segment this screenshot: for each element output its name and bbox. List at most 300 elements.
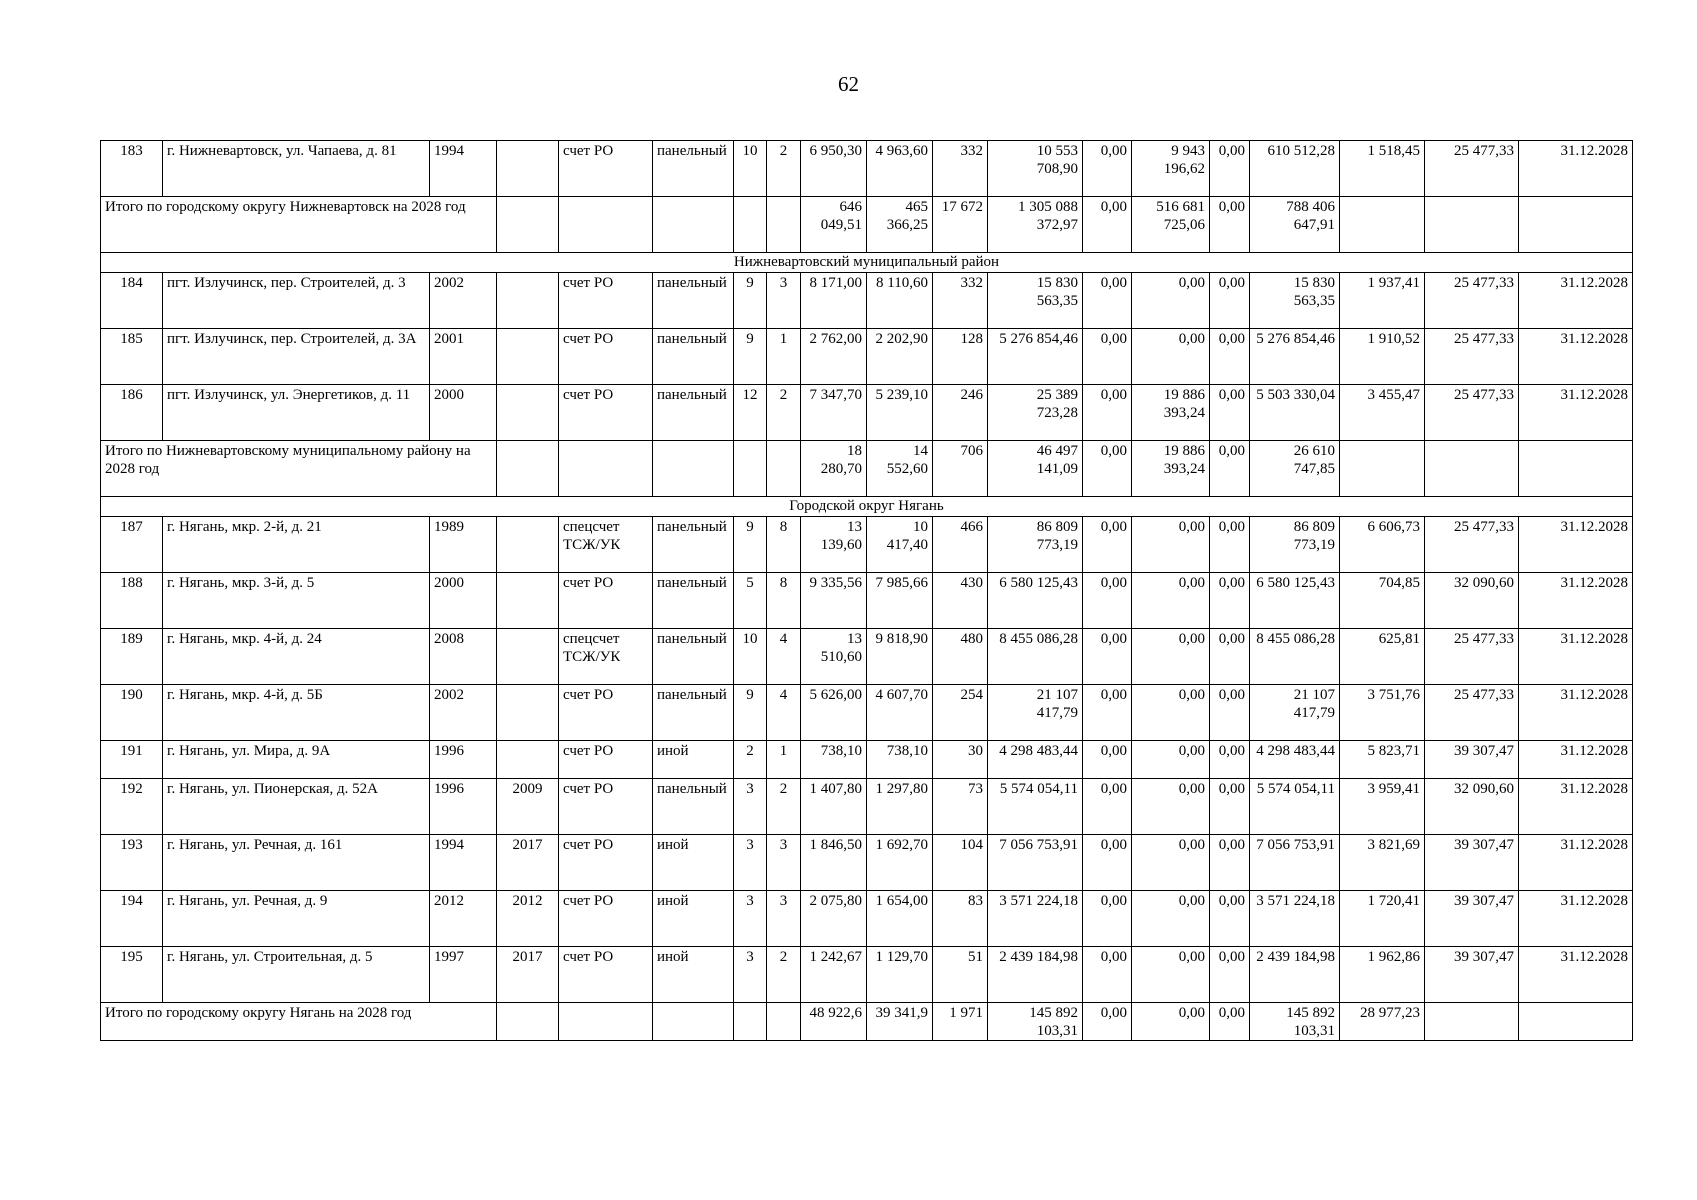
cell-address: пгт. Излучинск, ул. Энергетиков, д. 11	[163, 385, 430, 441]
cell-fund-owners: 4 298 483,44	[1250, 741, 1340, 779]
total-fund-owners: 788 406 647,91	[1250, 197, 1340, 253]
cell-limit-cost: 39 307,47	[1425, 947, 1519, 1003]
cell-entrances: 4	[767, 629, 801, 685]
total-cost-total: 1 305 088 372,97	[988, 197, 1083, 253]
cell-year-built: 2012	[430, 891, 497, 947]
cell-year-renovated	[497, 141, 559, 197]
cell-entrances: 8	[767, 517, 801, 573]
cell-fund-owners: 5 503 330,04	[1250, 385, 1340, 441]
cell-address: г. Нягань, мкр. 3-й, д. 5	[163, 573, 430, 629]
cell-floors: 3	[734, 779, 767, 835]
cell-area-residential: 1 654,00	[867, 891, 933, 947]
total-fund-okrug: 516 681 725,06	[1132, 197, 1210, 253]
total-area-residential: 14 552,60	[867, 441, 933, 497]
table-body	[101, 141, 1633, 1041]
cell-area-residential: 9 818,90	[867, 629, 933, 685]
cell-fund-municipal: 0,00	[1210, 573, 1250, 629]
cell-fund-federal: 0,00	[1083, 835, 1132, 891]
cell-wall-material: панельный	[653, 629, 734, 685]
cell-row-number: 193	[101, 835, 163, 891]
cell-fund-method: счет РО	[559, 741, 653, 779]
cell-cost-per-m2: 1 962,86	[1340, 947, 1425, 1003]
cell-fund-municipal: 0,00	[1210, 741, 1250, 779]
total-cost-total: 46 497 141,09	[988, 441, 1083, 497]
total-cost-per-m2	[1340, 197, 1425, 253]
table-row	[101, 835, 1633, 891]
cell-cost-total: 21 107 417,79	[988, 685, 1083, 741]
cell-limit-cost: 39 307,47	[1425, 741, 1519, 779]
total-residents: 17 672	[933, 197, 988, 253]
cell-fund-federal: 0,00	[1083, 741, 1132, 779]
cell-fund-federal: 0,00	[1083, 891, 1132, 947]
cell-limit-cost: 25 477,33	[1425, 141, 1519, 197]
cell-year-renovated	[497, 385, 559, 441]
cell-row-number: 192	[101, 779, 163, 835]
cell-cost-total: 10 553 708,90	[988, 141, 1083, 197]
cell-address: г. Нягань, мкр. 4-й, д. 5Б	[163, 685, 430, 741]
cell-row-number: 186	[101, 385, 163, 441]
total-fund-okrug: 0,00	[1132, 1003, 1210, 1041]
cell-floors: 3	[734, 891, 767, 947]
total-fund-federal: 0,00	[1083, 1003, 1132, 1041]
total-cost-per-m2: 28 977,23	[1340, 1003, 1425, 1041]
total-limit-cost	[1425, 1003, 1519, 1041]
cell-wall-material: панельный	[653, 779, 734, 835]
cell-year-renovated	[497, 629, 559, 685]
cell-fund-method	[559, 197, 653, 253]
cell-address: пгт. Излучинск, пер. Строителей, д. 3А	[163, 329, 430, 385]
cell-entrances: 2	[767, 385, 801, 441]
cell-cost-per-m2: 3 821,69	[1340, 835, 1425, 891]
cell-fund-municipal: 0,00	[1210, 947, 1250, 1003]
cell-floors: 12	[734, 385, 767, 441]
cell-row-number: 184	[101, 273, 163, 329]
cell-limit-cost: 25 477,33	[1425, 329, 1519, 385]
cell-year-built: 2000	[430, 385, 497, 441]
cell-address: г. Нижневартовск, ул. Чапаева, д. 81	[163, 141, 430, 197]
cell-year-renovated: 2017	[497, 947, 559, 1003]
cell-year-built: 2008	[430, 629, 497, 685]
cell-row-number: 190	[101, 685, 163, 741]
cell-cost-per-m2: 1 937,41	[1340, 273, 1425, 329]
cell-fund-municipal: 0,00	[1210, 779, 1250, 835]
cell-address: пгт. Излучинск, пер. Строителей, д. 3	[163, 273, 430, 329]
cell-area-residential: 4 963,60	[867, 141, 933, 197]
cell-limit-cost: 32 090,60	[1425, 779, 1519, 835]
cell-year-renovated	[497, 273, 559, 329]
cell-cost-total: 3 571 224,18	[988, 891, 1083, 947]
section-title: Городской округ Нягань	[101, 497, 1633, 517]
cell-fund-federal: 0,00	[1083, 779, 1132, 835]
cell-area-total: 738,10	[801, 741, 867, 779]
table-row	[101, 273, 1633, 329]
cell-fund-municipal: 0,00	[1210, 629, 1250, 685]
cell-wall-material: панельный	[653, 141, 734, 197]
cell-cost-total: 2 439 184,98	[988, 947, 1083, 1003]
total-deadline	[1519, 197, 1633, 253]
cell-fund-okrug: 0,00	[1132, 573, 1210, 629]
cell-area-residential: 5 239,10	[867, 385, 933, 441]
cell-fund-okrug: 0,00	[1132, 517, 1210, 573]
cell-area-total: 13 510,60	[801, 629, 867, 685]
cell-residents: 73	[933, 779, 988, 835]
cell-year-built: 2000	[430, 573, 497, 629]
cell-fund-federal: 0,00	[1083, 273, 1132, 329]
cell-fund-municipal: 0,00	[1210, 835, 1250, 891]
section-title: Нижневартовский муниципальный район	[101, 253, 1633, 273]
cell-floors: 3	[734, 835, 767, 891]
cell-floors	[734, 197, 767, 253]
cell-fund-federal: 0,00	[1083, 141, 1132, 197]
cell-fund-federal: 0,00	[1083, 329, 1132, 385]
cell-cost-total: 5 276 854,46	[988, 329, 1083, 385]
total-limit-cost	[1425, 441, 1519, 497]
cell-fund-okrug: 0,00	[1132, 685, 1210, 741]
total-area-residential: 465 366,25	[867, 197, 933, 253]
cell-area-residential: 1 129,70	[867, 947, 933, 1003]
cell-entrances	[767, 197, 801, 253]
cell-wall-material: иной	[653, 835, 734, 891]
cell-fund-municipal: 0,00	[1210, 385, 1250, 441]
cell-year-renovated	[497, 197, 559, 253]
cell-fund-federal: 0,00	[1083, 947, 1132, 1003]
section-header	[101, 497, 1633, 517]
cell-fund-municipal: 0,00	[1210, 141, 1250, 197]
cell-deadline: 31.12.2028	[1519, 741, 1633, 779]
cell-fund-municipal: 0,00	[1210, 517, 1250, 573]
cell-entrances: 3	[767, 273, 801, 329]
cell-fund-method: счет РО	[559, 947, 653, 1003]
cell-cost-per-m2: 625,81	[1340, 629, 1425, 685]
total-fund-municipal: 0,00	[1210, 197, 1250, 253]
cell-fund-owners: 5 574 054,11	[1250, 779, 1340, 835]
total-label: Итого по Нижневартовскому муниципальному району на 2028 год	[101, 441, 497, 497]
total-area-residential: 39 341,9	[867, 1003, 933, 1041]
cell-area-residential: 738,10	[867, 741, 933, 779]
cell-fund-municipal: 0,00	[1210, 685, 1250, 741]
cell-residents: 332	[933, 273, 988, 329]
cell-year-built: 1996	[430, 741, 497, 779]
cell-deadline: 31.12.2028	[1519, 385, 1633, 441]
cell-limit-cost: 39 307,47	[1425, 891, 1519, 947]
cell-wall-material: панельный	[653, 573, 734, 629]
cell-year-built: 1997	[430, 947, 497, 1003]
cell-fund-method: счет РО	[559, 385, 653, 441]
cell-cost-total: 15 830 563,35	[988, 273, 1083, 329]
table-row	[101, 629, 1633, 685]
cell-deadline: 31.12.2028	[1519, 573, 1633, 629]
cell-floors: 9	[734, 685, 767, 741]
cell-wall-material: панельный	[653, 685, 734, 741]
cell-entrances: 2	[767, 141, 801, 197]
cell-residents: 480	[933, 629, 988, 685]
cell-year-renovated	[497, 517, 559, 573]
cell-residents: 30	[933, 741, 988, 779]
table-row	[101, 685, 1633, 741]
cell-fund-owners: 5 276 854,46	[1250, 329, 1340, 385]
cell-floors: 3	[734, 947, 767, 1003]
cell-wall-material: иной	[653, 947, 734, 1003]
cell-fund-method: счет РО	[559, 891, 653, 947]
cell-year-renovated	[497, 685, 559, 741]
cell-cost-per-m2: 3 455,47	[1340, 385, 1425, 441]
cell-fund-owners: 6 580 125,43	[1250, 573, 1340, 629]
cell-fund-method: счет РО	[559, 685, 653, 741]
cell-year-renovated	[497, 573, 559, 629]
cell-residents: 83	[933, 891, 988, 947]
cell-floors	[734, 1003, 767, 1041]
cell-cost-per-m2: 6 606,73	[1340, 517, 1425, 573]
cell-area-residential: 10 417,40	[867, 517, 933, 573]
cell-limit-cost: 25 477,33	[1425, 273, 1519, 329]
cell-cost-per-m2: 5 823,71	[1340, 741, 1425, 779]
cell-fund-method: спецсчет ТСЖ/УК	[559, 629, 653, 685]
cell-fund-method: счет РО	[559, 329, 653, 385]
total-label: Итого по городскому округу Нягань на 2028 год	[101, 1003, 497, 1041]
cell-floors: 10	[734, 141, 767, 197]
cell-fund-method	[559, 441, 653, 497]
cell-entrances: 2	[767, 779, 801, 835]
total-fund-municipal: 0,00	[1210, 1003, 1250, 1041]
cell-year-built: 2001	[430, 329, 497, 385]
total-label: Итого по городскому округу Нижневартовск на 2028 год	[101, 197, 497, 253]
cell-wall-material: панельный	[653, 273, 734, 329]
cell-area-total: 5 626,00	[801, 685, 867, 741]
cell-entrances	[767, 1003, 801, 1041]
cell-address: г. Нягань, ул. Речная, д. 161	[163, 835, 430, 891]
cell-floors: 9	[734, 273, 767, 329]
cell-floors: 5	[734, 573, 767, 629]
cell-fund-owners: 3 571 224,18	[1250, 891, 1340, 947]
capital-repair-table	[100, 140, 1633, 1041]
total-fund-okrug: 19 886 393,24	[1132, 441, 1210, 497]
total-row	[101, 1003, 1633, 1041]
cell-year-built: 2002	[430, 685, 497, 741]
cell-fund-federal: 0,00	[1083, 385, 1132, 441]
cell-deadline: 31.12.2028	[1519, 835, 1633, 891]
table-row	[101, 573, 1633, 629]
total-area-total: 18 280,70	[801, 441, 867, 497]
cell-row-number: 188	[101, 573, 163, 629]
page-number: 62	[838, 72, 859, 96]
cell-wall-material	[653, 197, 734, 253]
section-header	[101, 253, 1633, 273]
total-row	[101, 197, 1633, 253]
cell-wall-material	[653, 441, 734, 497]
cell-row-number: 187	[101, 517, 163, 573]
cell-residents: 466	[933, 517, 988, 573]
table-row	[101, 947, 1633, 1003]
cell-fund-municipal: 0,00	[1210, 273, 1250, 329]
table-row	[101, 741, 1633, 779]
cell-area-total: 2 762,00	[801, 329, 867, 385]
cell-deadline: 31.12.2028	[1519, 273, 1633, 329]
cell-fund-method: счет РО	[559, 573, 653, 629]
cell-fund-okrug: 0,00	[1132, 629, 1210, 685]
cell-entrances: 1	[767, 741, 801, 779]
cell-cost-per-m2: 3 751,76	[1340, 685, 1425, 741]
total-deadline	[1519, 1003, 1633, 1041]
table-row	[101, 891, 1633, 947]
total-cost-per-m2	[1340, 441, 1425, 497]
cell-fund-owners: 8 455 086,28	[1250, 629, 1340, 685]
cell-fund-method: счет РО	[559, 141, 653, 197]
cell-fund-okrug: 0,00	[1132, 835, 1210, 891]
cell-area-residential: 7 985,66	[867, 573, 933, 629]
cell-cost-per-m2: 3 959,41	[1340, 779, 1425, 835]
cell-cost-per-m2: 704,85	[1340, 573, 1425, 629]
cell-address: г. Нягань, ул. Пионерская, д. 52А	[163, 779, 430, 835]
cell-entrances: 3	[767, 835, 801, 891]
cell-wall-material: иной	[653, 891, 734, 947]
cell-cost-total: 25 389 723,28	[988, 385, 1083, 441]
total-limit-cost	[1425, 197, 1519, 253]
table-row	[101, 329, 1633, 385]
cell-area-residential: 1 692,70	[867, 835, 933, 891]
cell-year-built: 2002	[430, 273, 497, 329]
cell-row-number: 191	[101, 741, 163, 779]
cell-fund-federal: 0,00	[1083, 629, 1132, 685]
cell-fund-okrug: 9 943 196,62	[1132, 141, 1210, 197]
cell-row-number: 189	[101, 629, 163, 685]
cell-fund-owners: 2 439 184,98	[1250, 947, 1340, 1003]
table-row	[101, 385, 1633, 441]
cell-deadline: 31.12.2028	[1519, 891, 1633, 947]
cell-floors	[734, 441, 767, 497]
cell-address: г. Нягань, ул. Речная, д. 9	[163, 891, 430, 947]
cell-area-total: 1 242,67	[801, 947, 867, 1003]
cell-year-renovated	[497, 1003, 559, 1041]
cell-fund-federal: 0,00	[1083, 517, 1132, 573]
cell-limit-cost: 25 477,33	[1425, 685, 1519, 741]
cell-fund-okrug: 0,00	[1132, 947, 1210, 1003]
cell-floors: 10	[734, 629, 767, 685]
total-deadline	[1519, 441, 1633, 497]
cell-cost-per-m2: 1 910,52	[1340, 329, 1425, 385]
cell-area-total: 2 075,80	[801, 891, 867, 947]
cell-year-renovated: 2017	[497, 835, 559, 891]
cell-cost-total: 7 056 753,91	[988, 835, 1083, 891]
cell-area-residential: 1 297,80	[867, 779, 933, 835]
total-fund-federal: 0,00	[1083, 441, 1132, 497]
cell-area-total: 13 139,60	[801, 517, 867, 573]
cell-cost-total: 86 809 773,19	[988, 517, 1083, 573]
cell-cost-per-m2: 1 720,41	[1340, 891, 1425, 947]
cell-fund-okrug: 19 886 393,24	[1132, 385, 1210, 441]
cell-year-renovated: 2009	[497, 779, 559, 835]
cell-fund-method: спецсчет ТСЖ/УК	[559, 517, 653, 573]
cell-area-total: 1 846,50	[801, 835, 867, 891]
cell-fund-method: счет РО	[559, 273, 653, 329]
cell-residents: 104	[933, 835, 988, 891]
cell-fund-owners: 86 809 773,19	[1250, 517, 1340, 573]
cell-limit-cost: 25 477,33	[1425, 385, 1519, 441]
cell-fund-owners: 610 512,28	[1250, 141, 1340, 197]
cell-entrances: 3	[767, 891, 801, 947]
cell-year-renovated	[497, 741, 559, 779]
cell-cost-total: 4 298 483,44	[988, 741, 1083, 779]
cell-residents: 128	[933, 329, 988, 385]
cell-row-number: 185	[101, 329, 163, 385]
cell-area-total: 6 950,30	[801, 141, 867, 197]
cell-floors: 9	[734, 329, 767, 385]
cell-fund-owners: 15 830 563,35	[1250, 273, 1340, 329]
cell-area-residential: 8 110,60	[867, 273, 933, 329]
cell-wall-material: панельный	[653, 385, 734, 441]
table-row	[101, 141, 1633, 197]
cell-deadline: 31.12.2028	[1519, 685, 1633, 741]
cell-residents: 246	[933, 385, 988, 441]
cell-fund-okrug: 0,00	[1132, 779, 1210, 835]
cell-cost-total: 6 580 125,43	[988, 573, 1083, 629]
cell-deadline: 31.12.2028	[1519, 779, 1633, 835]
cell-year-built: 1989	[430, 517, 497, 573]
cell-fund-federal: 0,00	[1083, 573, 1132, 629]
cell-deadline: 31.12.2028	[1519, 947, 1633, 1003]
cell-limit-cost: 32 090,60	[1425, 573, 1519, 629]
cell-area-residential: 4 607,70	[867, 685, 933, 741]
cell-entrances	[767, 441, 801, 497]
cell-address: г. Нягань, мкр. 2-й, д. 21	[163, 517, 430, 573]
cell-deadline: 31.12.2028	[1519, 141, 1633, 197]
cell-address: г. Нягань, ул. Мира, д. 9А	[163, 741, 430, 779]
cell-entrances: 1	[767, 329, 801, 385]
cell-fund-okrug: 0,00	[1132, 891, 1210, 947]
cell-fund-owners: 21 107 417,79	[1250, 685, 1340, 741]
cell-floors: 9	[734, 517, 767, 573]
cell-year-renovated	[497, 329, 559, 385]
cell-floors: 2	[734, 741, 767, 779]
cell-deadline: 31.12.2028	[1519, 517, 1633, 573]
cell-row-number: 183	[101, 141, 163, 197]
cell-limit-cost: 39 307,47	[1425, 835, 1519, 891]
cell-wall-material	[653, 1003, 734, 1041]
cell-row-number: 194	[101, 891, 163, 947]
cell-area-total: 8 171,00	[801, 273, 867, 329]
cell-fund-municipal: 0,00	[1210, 891, 1250, 947]
total-fund-federal: 0,00	[1083, 197, 1132, 253]
cell-address: г. Нягань, ул. Строительная, д. 5	[163, 947, 430, 1003]
cell-year-built: 1994	[430, 835, 497, 891]
total-fund-owners: 26 610 747,85	[1250, 441, 1340, 497]
cell-area-total: 9 335,56	[801, 573, 867, 629]
cell-area-residential: 2 202,90	[867, 329, 933, 385]
cell-deadline: 31.12.2028	[1519, 629, 1633, 685]
cell-entrances: 4	[767, 685, 801, 741]
cell-wall-material: панельный	[653, 517, 734, 573]
cell-residents: 51	[933, 947, 988, 1003]
total-area-total: 48 922,6	[801, 1003, 867, 1041]
total-fund-owners: 145 892 103,31	[1250, 1003, 1340, 1041]
cell-fund-owners: 7 056 753,91	[1250, 835, 1340, 891]
cell-fund-method	[559, 1003, 653, 1041]
cell-area-total: 7 347,70	[801, 385, 867, 441]
cell-cost-total: 8 455 086,28	[988, 629, 1083, 685]
total-residents: 706	[933, 441, 988, 497]
cell-year-built: 1996	[430, 779, 497, 835]
cell-year-built: 1994	[430, 141, 497, 197]
table-row	[101, 517, 1633, 573]
total-row	[101, 441, 1633, 497]
cell-address: г. Нягань, мкр. 4-й, д. 24	[163, 629, 430, 685]
cell-fund-okrug: 0,00	[1132, 273, 1210, 329]
cell-cost-per-m2: 1 518,45	[1340, 141, 1425, 197]
cell-deadline: 31.12.2028	[1519, 329, 1633, 385]
cell-fund-federal: 0,00	[1083, 685, 1132, 741]
table-row	[101, 779, 1633, 835]
cell-fund-okrug: 0,00	[1132, 741, 1210, 779]
cell-wall-material: панельный	[653, 329, 734, 385]
